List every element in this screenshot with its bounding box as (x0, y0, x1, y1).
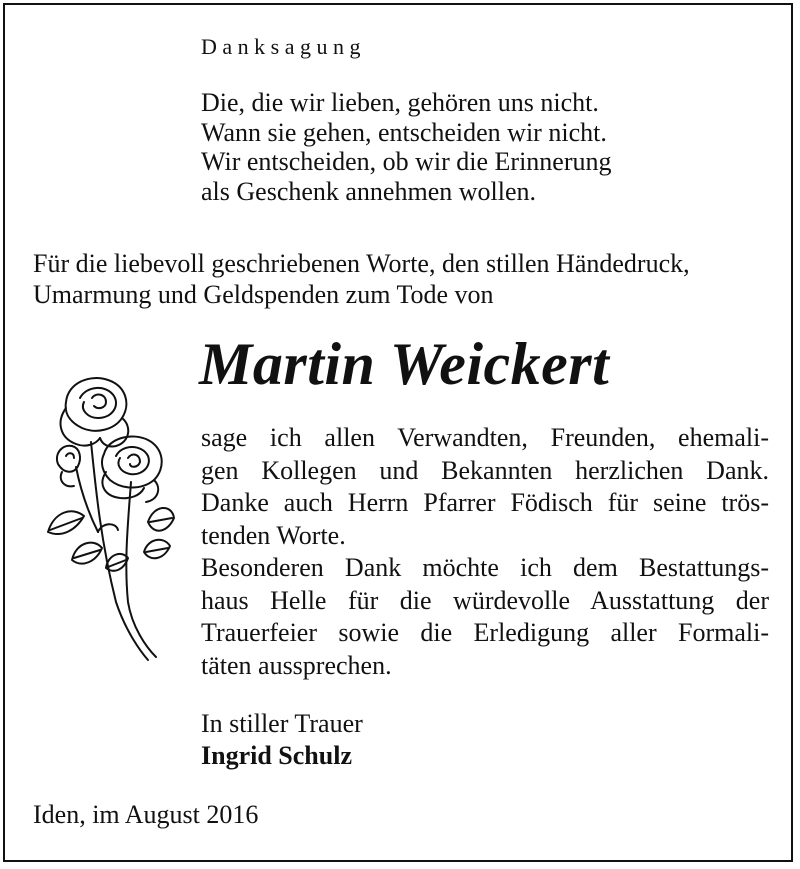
poem (201, 88, 612, 206)
thanks-line: haus Helle für die würdevolle Ausstattung der (201, 585, 769, 615)
place-date: Iden, im August 2016 (33, 800, 259, 829)
intro-text (33, 248, 690, 310)
thanks-line: Trauerfeier sowie die Erledigung aller Formali- (201, 618, 769, 647)
signatory-name: Ingrid Schulz (201, 741, 352, 770)
poem-line: als Geschenk annehmen wollen. (201, 176, 537, 206)
rose-icon (36, 372, 176, 664)
poem-line: Wir entscheiden, ob wir die Erinnerung (201, 147, 612, 176)
thanks-line: Besonderen Dank möchte ich dem Bestattungs- (201, 553, 769, 582)
thanks-line: Danke auch Herrn Pfarrer Födisch für seine trös- (201, 488, 769, 517)
signature-block (201, 708, 363, 772)
thanks-line: täten aussprechen. (201, 650, 392, 680)
poem-line: Die, die wir lieben, gehören uns nicht. (201, 88, 599, 117)
thanks-text (201, 422, 769, 682)
thanks-line: gen Kollegen und Bekannten herzlichen Dank. (201, 455, 769, 485)
intro-line: Für die liebevoll geschriebenen Worte, den stillen Händedruck, (33, 249, 690, 278)
notice-heading: Danksagung (201, 34, 366, 59)
intro-line: Umarmung und Geldspenden zum Tode von (33, 280, 494, 309)
thanks-line: tenden Worte. (201, 520, 346, 550)
deceased-name: Martin Weickert (199, 331, 610, 397)
thanks-line: sage ich allen Verwandten, Freunden, ehemali- (201, 423, 769, 452)
closing-text: In stiller Trauer (201, 709, 363, 738)
poem-line: Wann sie gehen, entscheiden wir nicht. (201, 117, 607, 147)
